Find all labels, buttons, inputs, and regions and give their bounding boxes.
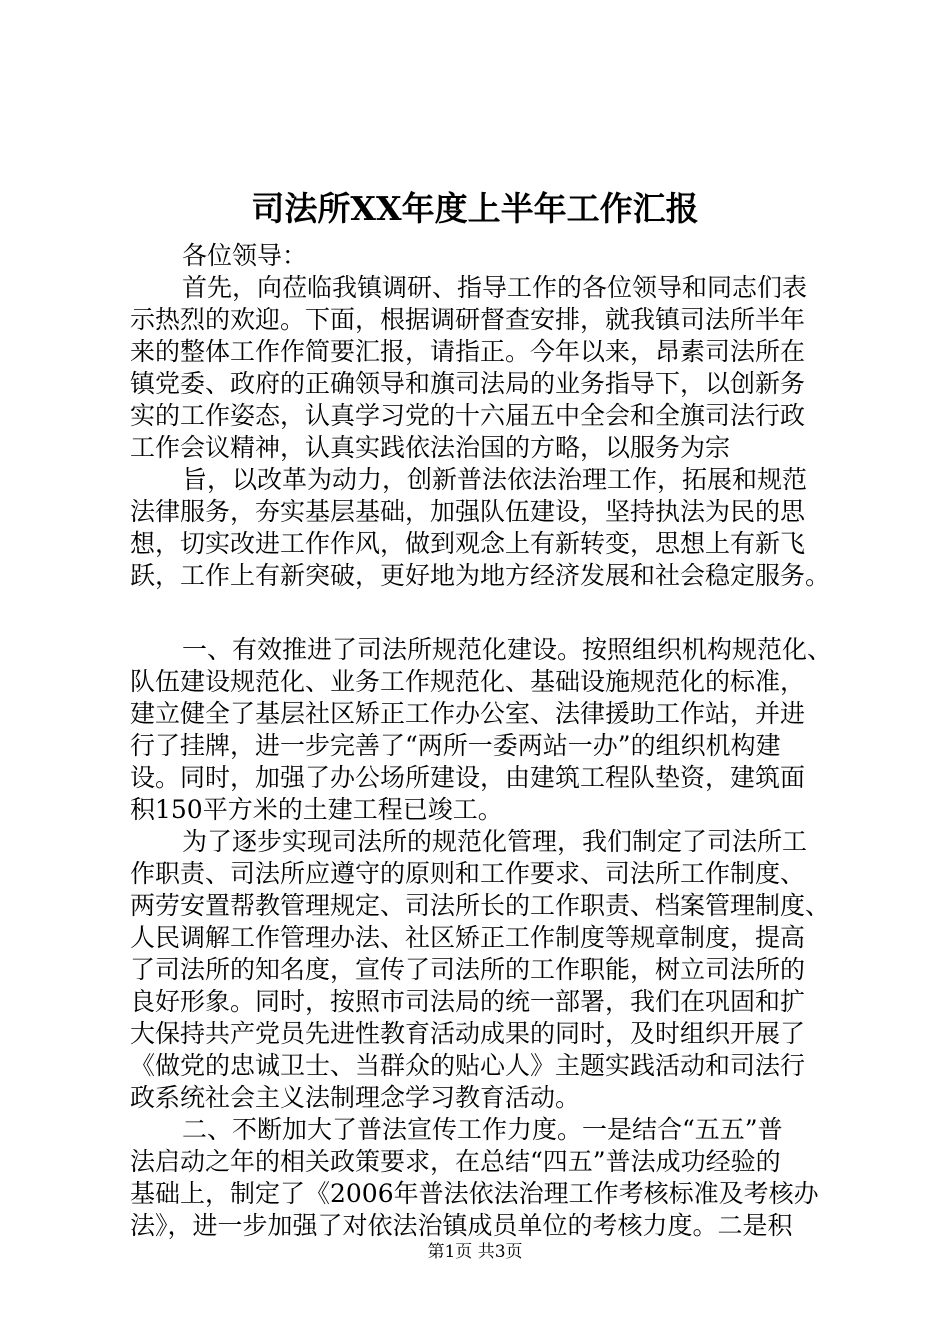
salutation: 各位领导： — [182, 241, 308, 270]
body-line: 设。同时，加强了办公场所建设，由建筑工程队垫资，建筑面 — [130, 763, 806, 792]
body-line: 镇党委、政府的正确领导和旗司法局的业务指导下，以创新务 — [130, 369, 806, 398]
body-line: 良好形象。同时，按照市司法局的统一部署，我们在巩固和扩 — [130, 987, 806, 1016]
body-line: 人民调解工作管理办法、社区矫正工作制度等规章制度，提高 — [130, 923, 806, 952]
body-line: 二、不断加大了普法宣传工作力度。一是结合“五五”普 — [182, 1115, 783, 1144]
body-line: 作职责、司法所应遵守的原则和工作要求、司法所工作制度、 — [130, 859, 806, 888]
document-title: 司法所XX年度上半年工作汇报 — [251, 189, 699, 228]
body-line: 法启动之年的相关政策要求，在总结“四五”普法成功经验的 — [130, 1147, 781, 1176]
body-line: 来的整体工作作简要汇报，请指正。今年以来，昂素司法所在 — [130, 337, 806, 366]
body-line: 行了挂牌，进一步完善了“两所一委两站一办”的组织机构建 — [130, 731, 781, 760]
body-line: 一、有效推进了司法所规范化建设。按照组织机构规范化、 — [182, 635, 833, 664]
body-line: 两劳安置帮教管理规定、司法所长的工作职责、档案管理制度、 — [130, 891, 831, 920]
body-line: 首先，向莅临我镇调研、指导工作的各位领导和同志们表 — [182, 273, 808, 302]
body-line: 《做党的忠诚卫士、当群众的贴心人》主题实践活动和司法行 — [130, 1051, 806, 1080]
body-line: 旨，以改革为动力，创新普法依法治理工作，拓展和规范 — [182, 465, 808, 494]
body-line: 工作会议精神，认真实践依法治国的方略，以服务为宗 — [130, 433, 731, 462]
body-line: 队伍建设规范化、业务工作规范化、基础设施规范化的标准， — [130, 667, 806, 696]
body-line: 示热烈的欢迎。下面，根据调研督查安排，就我镇司法所半年 — [130, 305, 806, 334]
body-line: 积150平方米的土建工程已竣工。 — [130, 795, 503, 824]
body-line: 了司法所的知名度，宣传了司法所的工作职能，树立司法所的 — [130, 955, 806, 984]
page-number: 第1页 共3页 — [427, 1242, 523, 1262]
body-line: 法》，进一步加强了对依法治镇成员单位的考核力度。二是积 — [130, 1211, 793, 1240]
body-line: 为了逐步实现司法所的规范化管理，我们制定了司法所工 — [182, 827, 808, 856]
body-line: 法律服务，夯实基层基础，加强队伍建设，坚持执法为民的思 — [130, 497, 806, 526]
body-line: 实的工作姿态，认真学习党的十六届五中全会和全旗司法行政 — [130, 401, 806, 430]
body-line: 大保持共产党员先进性教育活动成果的同时，及时组织开展了 — [130, 1019, 806, 1048]
body-line: 跃，工作上有新突破，更好地为地方经济发展和社会稳定服务。 — [130, 561, 831, 590]
body-line: 建立健全了基层社区矫正工作办公室、法律援助工作站，并进 — [130, 699, 806, 728]
body-line: 基础上，制定了《2006年普法依法治理工作考核标准及考核办 — [130, 1179, 819, 1208]
body-line: 政系统社会主义法制理念学习教育活动。 — [130, 1083, 581, 1112]
body-line: 想，切实改进工作作风，做到观念上有新转变，思想上有新飞 — [130, 529, 806, 558]
